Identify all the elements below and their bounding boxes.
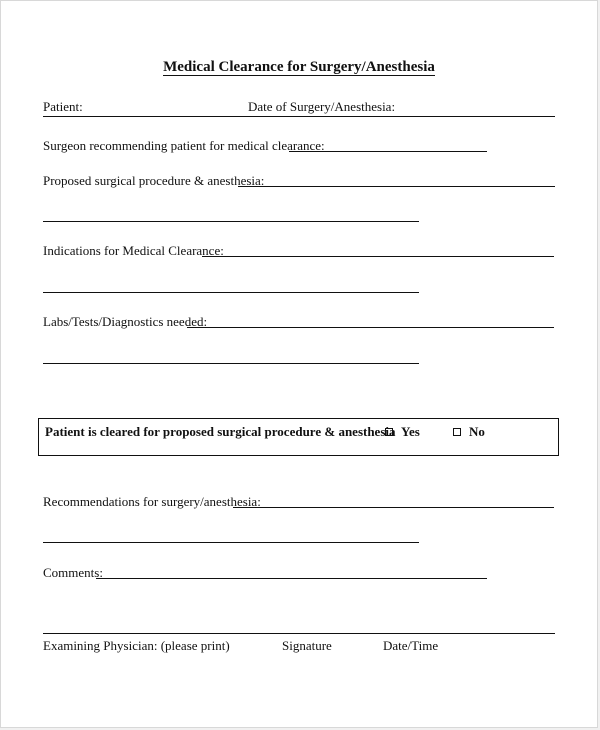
no-label: No: [469, 424, 485, 439]
comments-label: Comments:: [43, 565, 103, 580]
clearance-box: [38, 418, 559, 456]
patient-label: Patient:: [43, 99, 83, 114]
no-option[interactable]: [453, 424, 485, 440]
labs-field-line-2[interactable]: [43, 363, 419, 364]
comments-field-line[interactable]: [96, 578, 487, 579]
indications-field-line-2[interactable]: [43, 292, 419, 293]
indications-label: Indications for Medical Clearance:: [43, 243, 224, 258]
indications-field-line[interactable]: [202, 256, 554, 257]
examining-physician-label: Examining Physician: (please print): [43, 638, 230, 653]
form-title-text: Medical Clearance for Surgery/Anesthesia: [163, 59, 435, 75]
signature-line[interactable]: [43, 633, 555, 634]
form-title: [1, 59, 597, 76]
date-time-label: Date/Time: [383, 638, 439, 653]
surgeon-label: Surgeon recommending patient for medical clearance:: [43, 138, 325, 153]
procedure-field-line-2[interactable]: [43, 221, 419, 222]
procedure-label: Proposed surgical procedure & anesthesia:: [43, 173, 265, 188]
recommendations-field-line-2[interactable]: [43, 542, 419, 543]
patient-date-line[interactable]: [43, 116, 555, 117]
recommendations-field-line[interactable]: [233, 507, 554, 508]
date-of-surgery-label: Date of Surgery/Anesthesia:: [248, 99, 396, 114]
labs-field-line[interactable]: [187, 327, 554, 328]
surgeon-field-line[interactable]: [289, 151, 487, 152]
procedure-field-line[interactable]: [238, 186, 555, 187]
no-checkbox-icon[interactable]: [453, 428, 461, 436]
labs-label: Labs/Tests/Diagnostics needed:: [43, 314, 208, 329]
signature-label: Signature: [282, 638, 332, 653]
yes-label: Yes: [401, 424, 420, 439]
yes-checkbox-icon[interactable]: [385, 428, 393, 436]
recommendations-label: Recommendations for surgery/anesthesia:: [43, 494, 261, 509]
yes-option[interactable]: [385, 424, 420, 440]
clearance-statement: Patient is cleared for proposed surgical procedure & anesthesia: [45, 424, 396, 439]
